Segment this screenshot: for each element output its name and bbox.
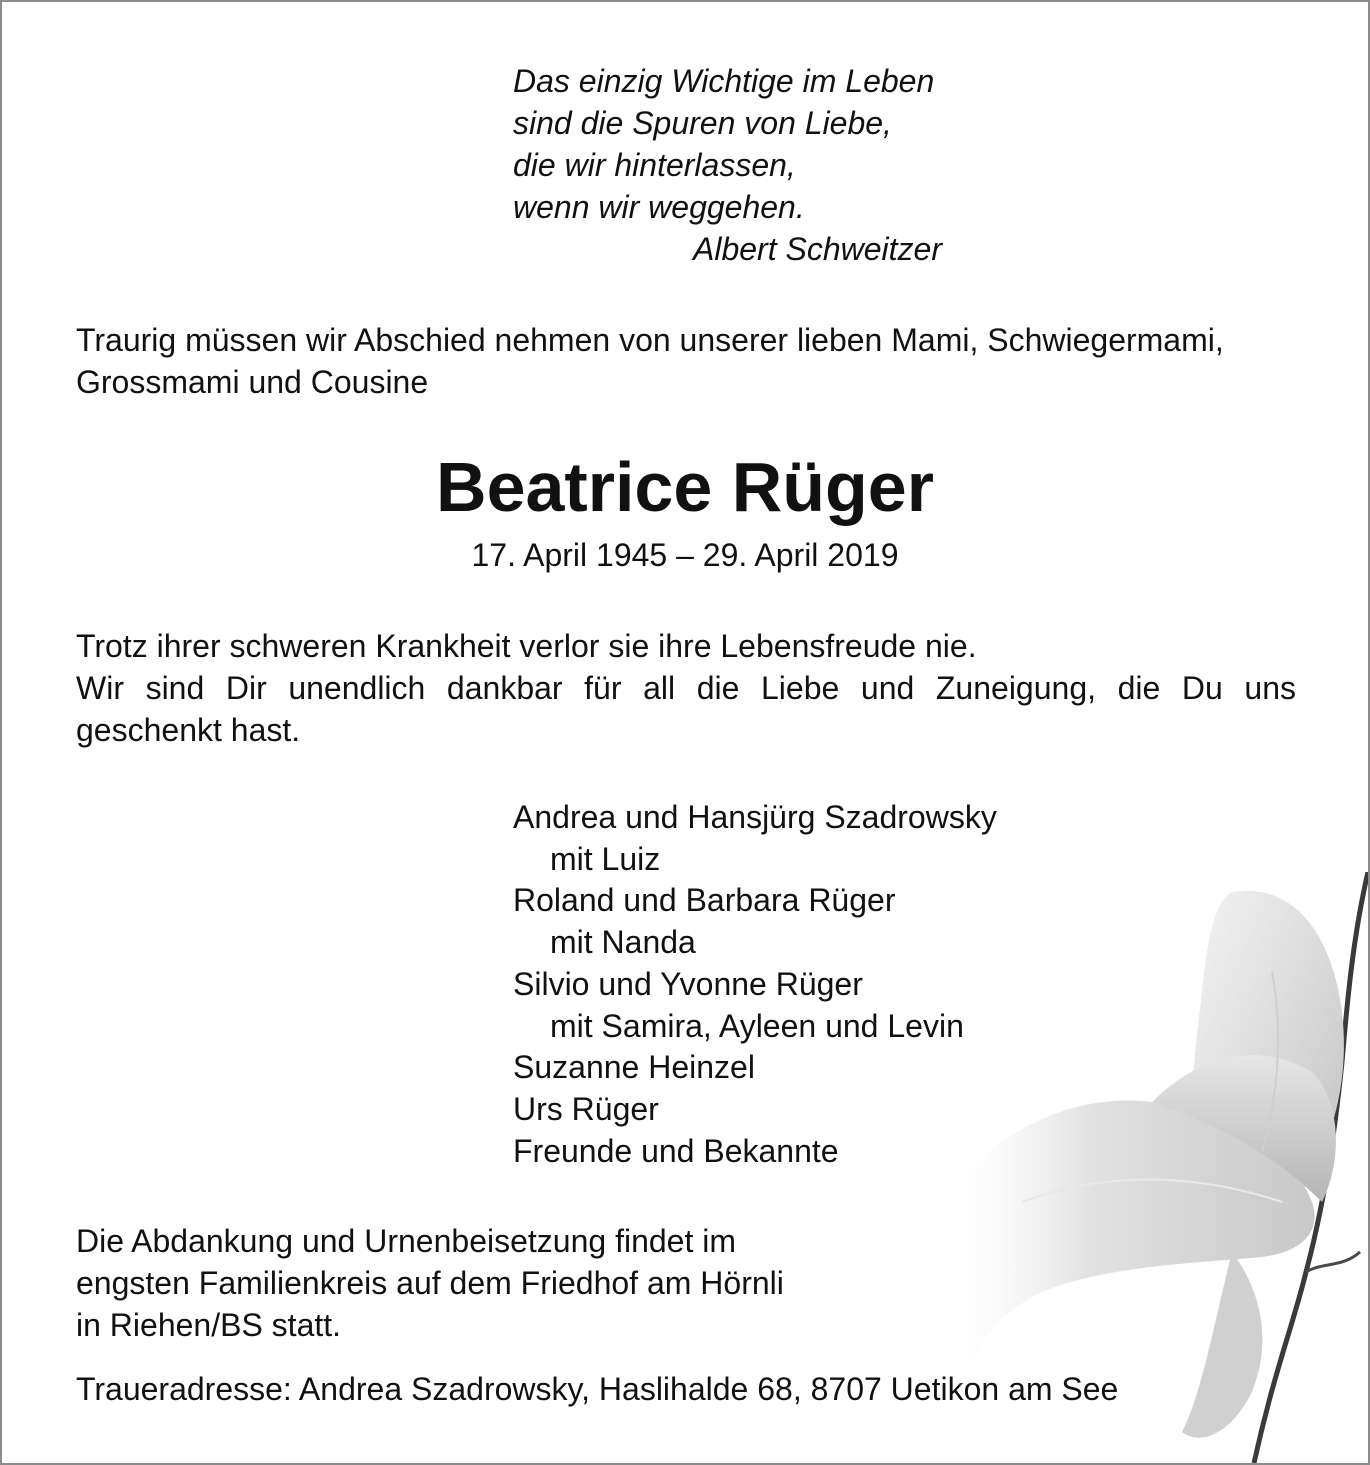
magnolia-flower-image [902, 872, 1368, 1463]
service-line: in Riehen/BS statt. [76, 1307, 342, 1343]
mourner-entry: Silvio und Yvonne Rüger [513, 965, 863, 1002]
message-text [76, 625, 1296, 751]
quote-line: Das einzig Wichtige im Leben [513, 63, 935, 99]
epigraph-quote [513, 60, 942, 267]
mourner-entry: Freunde und Bekannte [513, 1132, 839, 1169]
mourner-entry: mit Luiz [550, 840, 661, 877]
intro-line: Traurig müssen wir Abschied nehmen von unserer lieben Mami, Schwiegermami, [76, 322, 1224, 358]
message-line: Trotz ihrer schweren Krankheit verlor sie ihre Lebensfreude nie. [76, 628, 977, 664]
life-dates: 17. April 1945 – 29. April 2019 [471, 537, 899, 573]
mourner-entry: mit Nanda [550, 924, 696, 961]
quote-line: wenn wir weggehen. [513, 189, 805, 225]
mourner-entry: Suzanne Heinzel [513, 1049, 755, 1086]
message-line: Wir sind Dir unendlich dankbar für all die Liebe und Zuneigung, die Du uns [76, 670, 1296, 706]
message-line: geschenkt hast. [76, 712, 301, 748]
service-line: engsten Familienkreis auf dem Friedhof am Hörnli [76, 1265, 784, 1301]
mourner-entry: Urs Rüger [513, 1090, 659, 1127]
service-line: Die Abdankung und Urnenbeisetzung findet im [76, 1223, 736, 1259]
quote-author: Albert Schweitzer [693, 231, 942, 267]
mourner-entry: Andrea und Hansjürg Szadrowsky [513, 799, 997, 835]
mourner-entry: Roland und Barbara Rüger [513, 882, 896, 919]
quote-line: die wir hinterlassen, [513, 147, 796, 183]
deceased-name: Beatrice Rüger [436, 448, 934, 526]
intro-line: Grossmami und Cousine [76, 364, 429, 400]
mourning-address: Traueradresse: Andrea Szadrowsky, Haslihalde 68, 8707 Uetikon am See [76, 1371, 1119, 1407]
quote-line: sind die Spuren von Liebe, [513, 105, 892, 141]
mourner-entry: mit Samira, Ayleen und Levin [550, 1007, 964, 1044]
service-info [76, 1220, 896, 1346]
intro-text [76, 319, 1306, 403]
